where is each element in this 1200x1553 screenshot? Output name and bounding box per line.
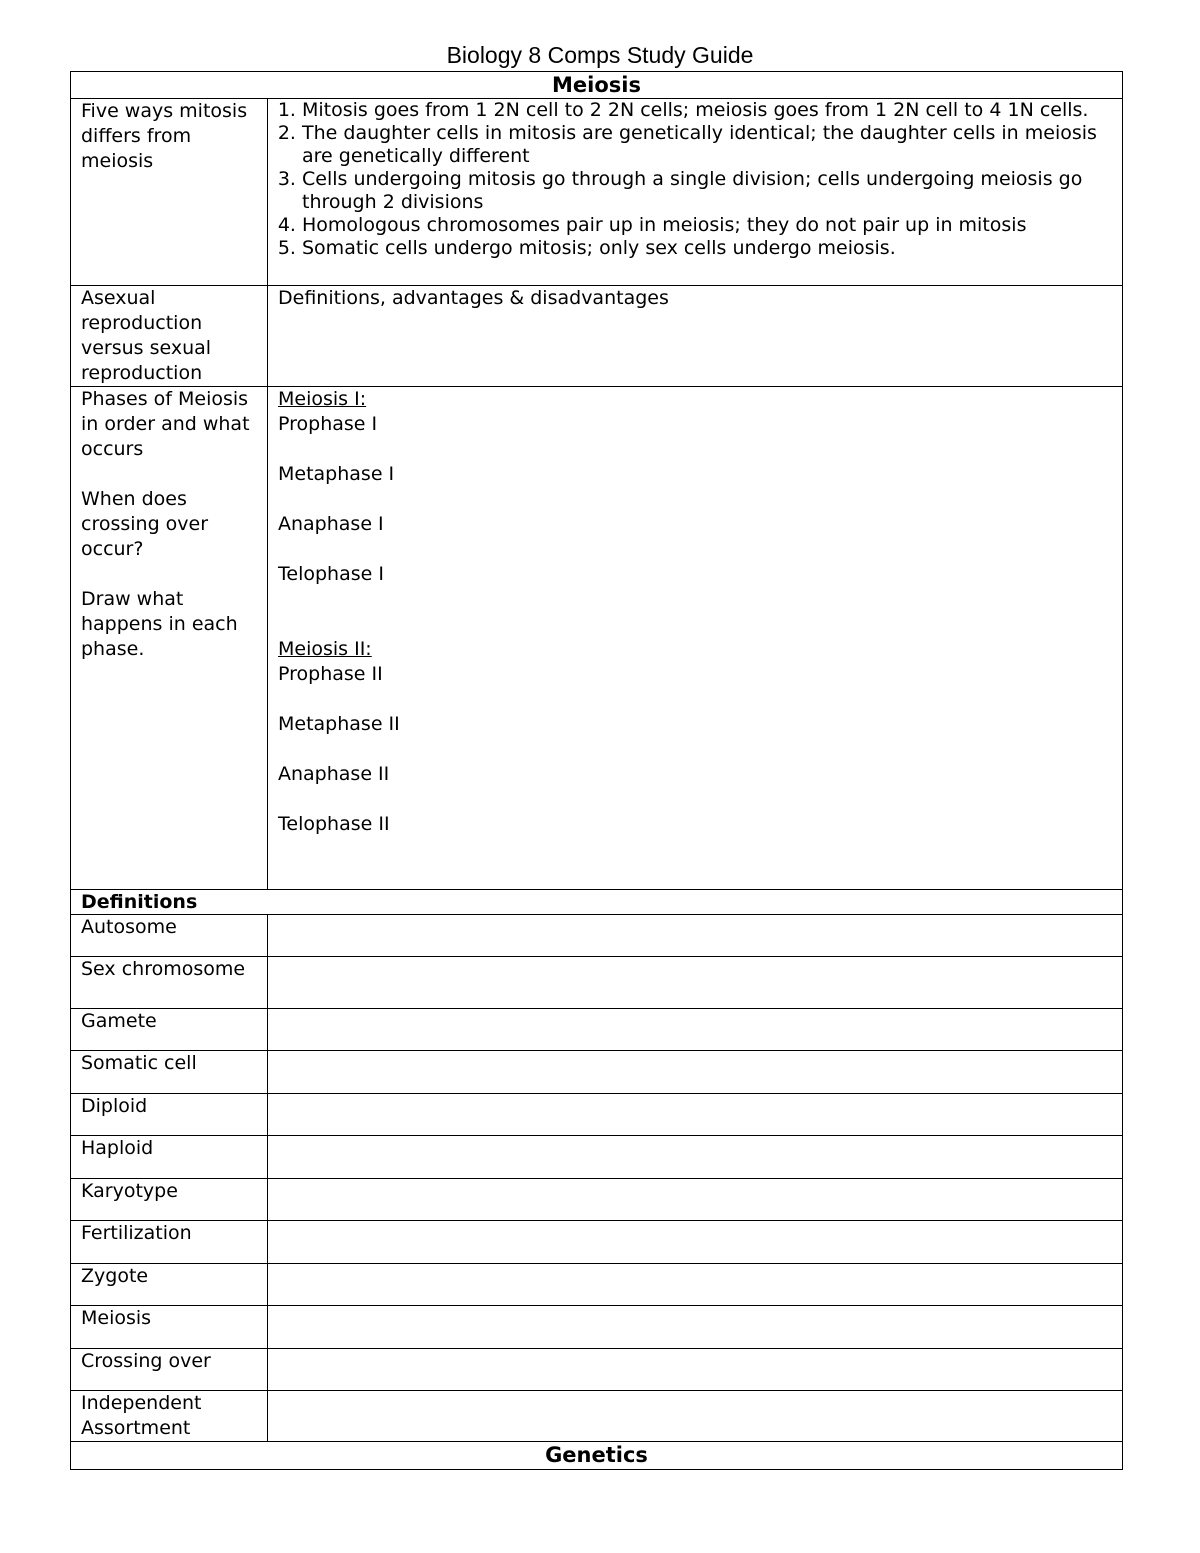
phase-label: Anaphase I [278,513,384,535]
definitions-heading: Definitions [71,890,1123,915]
meiosis-section-heading: Meiosis [71,72,1123,99]
phases-label: Phases of Meiosis in order and what occurs [81,388,250,460]
phase-label: Telophase II [278,813,390,835]
difference-item: 2. The daughter cells in mitosis are genetically identical; the daughter cells in meiosis are genetically different [302,122,1112,168]
definition-term: Karyotype [71,1179,268,1221]
definition-answer-cell[interactable] [268,1306,1123,1349]
differences-label: Five ways mitosis differs from meiosis [71,99,268,286]
definition-term: Meiosis [71,1306,268,1349]
meiosis-1-heading: Meiosis I: [278,388,367,410]
definition-answer-cell[interactable] [268,957,1123,1009]
genetics-section-heading: Genetics [71,1442,1123,1470]
definition-answer-cell[interactable] [268,1179,1123,1221]
crossing-over-question: When does crossing over occur? [81,488,209,560]
definition-answer-cell[interactable] [268,1391,1123,1442]
meiosis-2-heading: Meiosis II: [278,638,372,660]
definition-term: Somatic cell [71,1051,268,1094]
document-title: Biology 8 Comps Study Guide [446,42,754,68]
definition-answer-cell[interactable] [268,1136,1123,1179]
differences-content [268,99,1123,286]
definition-term: Diploid [71,1094,268,1136]
difference-item: 3. Cells undergoing mitosis go through a single division; cells undergoing meiosis go through 2 divisions [302,168,1112,214]
definition-term: Independent Assortment [71,1391,268,1442]
difference-item: 1. Mitosis goes from 1 2N cell to 2 2N cells; meiosis goes from 1 2N cell to 4 1N cells. [302,99,1112,122]
definition-answer-cell[interactable] [268,1009,1123,1051]
definition-answer-cell[interactable] [268,1264,1123,1306]
differences-list [278,99,1112,260]
reproduction-content: Definitions, advantages & disadvantages [268,286,1123,387]
definition-answer-cell[interactable] [268,1221,1123,1264]
definition-term: Gamete [71,1009,268,1051]
definition-term: Crossing over [71,1349,268,1391]
reproduction-label: Asexual reproduction versus sexual reproduction [71,286,268,387]
definition-answer-cell[interactable] [268,915,1123,957]
difference-item: 5. Somatic cells undergo mitosis; only sex cells undergo meiosis. [302,237,1112,260]
definition-term: Autosome [71,915,268,957]
phase-label: Metaphase I [278,463,395,485]
definition-term: Fertilization [71,1221,268,1264]
phases-label-cell [71,387,268,890]
phase-label: Prophase I [278,413,378,435]
definition-term: Zygote [71,1264,268,1306]
definition-term: Sex chromosome [71,957,268,1009]
definition-answer-cell[interactable] [268,1094,1123,1136]
difference-item: 4. Homologous chromosomes pair up in meiosis; they do not pair up in mitosis [302,214,1112,237]
draw-instruction: Draw what happens in each phase. [81,588,238,660]
phase-label: Prophase II [278,663,383,685]
phase-label: Telophase I [278,563,384,585]
study-guide-table [70,71,1123,1470]
definition-term: Haploid [71,1136,268,1179]
phase-label: Metaphase II [278,713,400,735]
phases-content [268,387,1123,890]
definition-answer-cell[interactable] [268,1349,1123,1391]
definition-answer-cell[interactable] [268,1051,1123,1094]
phase-label: Anaphase II [278,763,390,785]
